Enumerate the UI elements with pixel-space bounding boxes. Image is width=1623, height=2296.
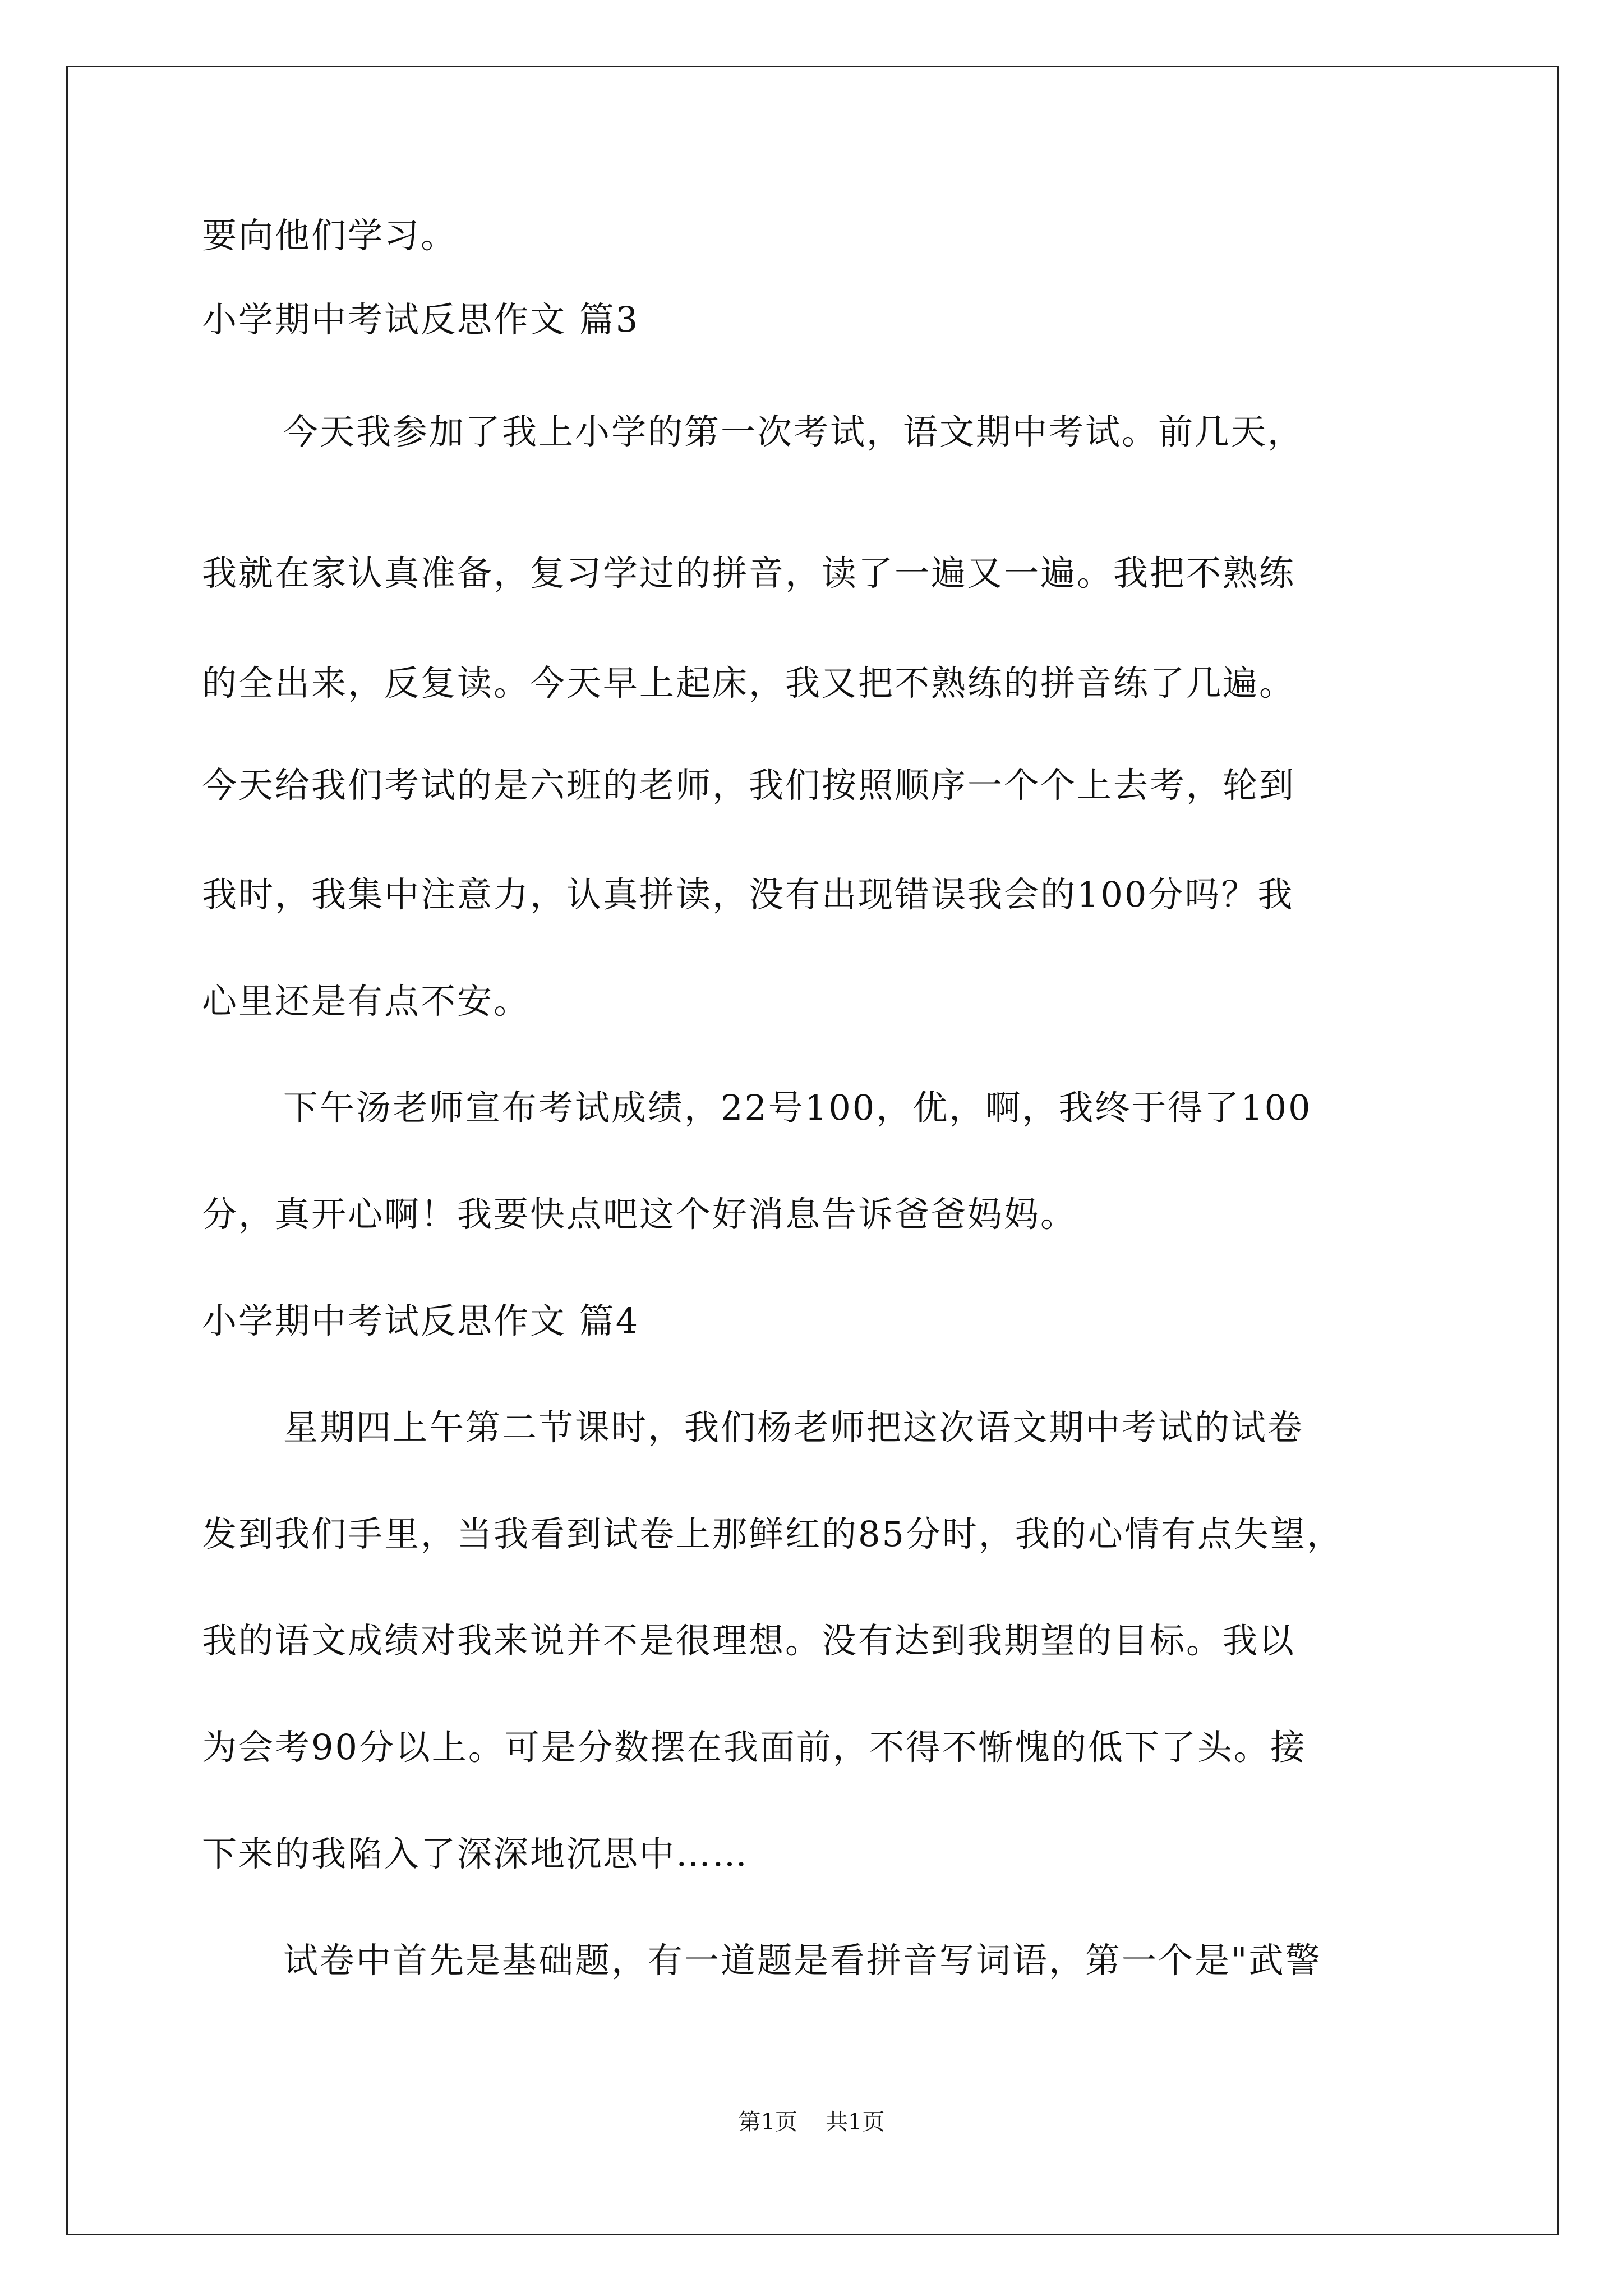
paragraph-line: 今天我参加了我上小学的第一次考试，语文期中考试。前几天， <box>283 411 1304 452</box>
section-heading-4: 小学期中考试反思作文 篇4 <box>202 1300 640 1341</box>
paragraph-line: 试卷中首先是基础题，有一道题是看拼音写词语，第一个是"武警 <box>283 1940 1322 1981</box>
paragraph-line: 下午汤老师宣布考试成绩，22号100，优，啊，我终于得了100 <box>283 1087 1312 1128</box>
paragraph-line: 今天给我们考试的是六班的老师，我们按照顺序一个个上去考，轮到 <box>202 765 1296 806</box>
paragraph-line: 下来的我陷入了深深地沉思中…… <box>202 1833 749 1874</box>
paragraph-line: 的全出来，反复读。今天早上起床，我又把不熟练的拼音练了几遍。 <box>202 662 1296 703</box>
page-frame <box>66 66 1559 2235</box>
paragraph-line: 分，真开心啊！我要快点吧这个好消息告诉爸爸妈妈。 <box>202 1194 1077 1235</box>
paragraph-line: 发到我们手里，当我看到试卷上那鲜红的85分时，我的心情有点失望， <box>202 1513 1343 1554</box>
section-heading-3: 小学期中考试反思作文 篇3 <box>202 299 640 340</box>
paragraph-line: 星期四上午第二节课时，我们杨老师把这次语文期中考试的试卷 <box>283 1407 1304 1448</box>
paragraph-line: 我就在家认真准备，复习学过的拼音，读了一遍又一遍。我把不熟练 <box>202 553 1296 593</box>
paragraph-line: 要向他们学习。 <box>202 215 458 256</box>
paragraph-line: 为会考90分以上。可是分数摆在我面前，不得不惭愧的低下了头。接 <box>202 1727 1307 1768</box>
paragraph-line: 心里还是有点不安。 <box>202 981 531 1022</box>
paragraph-line: 我时，我集中注意力，认真拼读，没有出现错误我会的100分吗？我 <box>202 874 1294 915</box>
paragraph-line: 我的语文成绩对我来说并不是很理想。没有达到我期望的目标。我以 <box>202 1620 1296 1661</box>
page-footer <box>0 2108 1623 2136</box>
page-total: 共1页 <box>826 2109 885 2135</box>
page-number: 第1页 <box>738 2109 797 2135</box>
